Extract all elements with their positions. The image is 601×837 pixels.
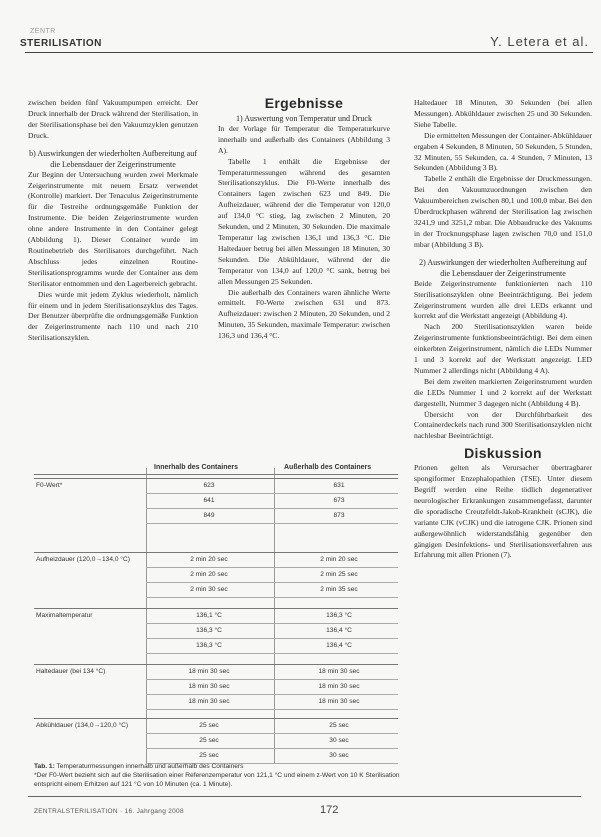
section-title-ergebnisse: Ergebnisse xyxy=(264,95,344,111)
table-cell-inside: 623 xyxy=(203,482,215,489)
table-cell-inside: 18 min 30 sec xyxy=(188,668,230,675)
table-row-rule xyxy=(146,653,398,654)
table-cell-outside: 873 xyxy=(333,512,345,519)
col1-paragraph-2: Zur Beginn der Untersuchung wurden zwei Merkmale Zeigerinstrumente mit neuem Ersatz verwendet (Kontrolle) markiert. Der Tenaculus Zeigerinstrumente für die Testreihe ordnungsgemäße Funktion der Instrumente. Die beiden Zeigerinstrumente wurden ohne andere Instrumente in den Container gelegt (Abbildung 1). Dieser Container wurde im Routinebetrieb des Sterilisators durchgeführt. Nach Abschluss jedes einzelnen Routine-Sterilisationsprogramms wurde der Container aus dem Sterilisator entnommen und den Lagerbereich gebracht. xyxy=(28,169,198,288)
table-cell-inside: 136,3 °C xyxy=(196,642,222,649)
table-cell-inside: 2 min 20 sec xyxy=(190,556,228,563)
table-row-rule xyxy=(146,582,398,583)
table-cell-outside: 631 xyxy=(333,482,345,489)
table-header-outside: Außerhalb des Containers xyxy=(284,464,372,471)
table-cell-inside: 641 xyxy=(203,497,215,504)
table-row-label: F0-Wert* xyxy=(36,482,63,489)
table-cell-inside: 25 sec xyxy=(199,752,219,759)
col2-paragraph-2: Tabelle 1 enthält die Ergebnisse der Temperaturmessungen während des gesamten Sterilisationszyklus. Die F0-Werte innerhalb des Containers lagen zwischen 623 und 849. Die Aufheizdauer, während der die Temperatur von 120,0 auf 134,0 °C stieg, lag zwischen 2 Minuten, 20 Sekunden, und 2 Minuten, 30 Sekunden. Die maximale Temperatur lag zwischen 136,1 und 136,3 °C. Die Haltedauer betrug bei allen Messungen 18 Minuten, 30 Sekunden. Die Abkühldauer, während der die Temperatur von 134,0 auf 120,0 °C sank, betrug bei allen Messungen 25 Sekunden. xyxy=(218,156,390,286)
table-group-rule xyxy=(34,552,398,553)
table-row-rule xyxy=(146,523,398,524)
table-row-rule xyxy=(146,508,398,509)
table-cell-outside: 136,3 °C xyxy=(326,612,352,619)
col3-paragraph-3: Tabelle 2 enthält die Ergebnisse der Druckmessungen. Bei den Vakuumzuordnungen zwischen den Vakuumbereichen zwischen 80,1 und 100,0 mbar. Bei den Überdruckphasen während der Sterilisation lag zwischen 3241,9 und 3251,2 mbar. Die Abbaudrucke des Vakuums in der Trocknungsphase lagen zwischen 70,0 und 151,0 mbar (Abbildung 3 B). xyxy=(414,174,592,249)
table-group-rule xyxy=(34,718,398,719)
col3-paragraph-1: Haltedauer 18 Minuten, 30 Sekunden (bei allen Messungen). Abkühldauer zwischen 25 und 30 Sekunden. Siehe Tabelle. xyxy=(414,98,592,129)
col2-paragraph-3: Die außerhalb des Containers waren ähnliche Werte ermittelt. F0-Werte zwischen 631 und 873. Aufheizdauer: zwischen 2 Minuten, 20 Sekunden, und 2 Minuten, 35 Sekunden, maximale Temperatur: zwischen 136,3 und 136,4 °C. xyxy=(218,287,390,341)
table-row-rule xyxy=(146,748,398,749)
table-header-inside: Innerhalb des Containers xyxy=(154,464,239,471)
table-cell-inside: 2 min 20 sec xyxy=(190,571,228,578)
table-row-rule xyxy=(146,493,398,494)
col2-subtitle: 1) Auswertung von Temperatur und Druck xyxy=(236,113,372,123)
column-1 xyxy=(28,98,198,344)
footer-rule xyxy=(28,796,581,797)
table-cell-outside: 673 xyxy=(333,497,345,504)
caption-note: *Der F0-Wert bezieht sich auf die Sterilisation einer Referenzemperatur von 121,1 °C und einem z-Wert von 10 K Sterilisation entspricht einem Erhitzen auf 121 °C von 10 Minuten (ca. 1 Minute). xyxy=(34,772,400,788)
table-row-label: Maximaltemperatur xyxy=(36,612,93,619)
col1-paragraph-3: Dies wurde mit jedem Zyklus wiederholt, nämlich für einem und in jedem Sterilisationszyklus des Tages. Der Benutzer überprüfte die ordnungsgemäße Funktion der Zeigerinstrumente nach 110 und nach 210 Sterilisationszyklen. xyxy=(28,289,198,343)
logo-text: STERILISATION xyxy=(20,38,102,49)
table-cell-outside: 30 sec xyxy=(329,737,349,744)
caption-title: Temperaturmessungen innerhalb und außerhalb des Containers xyxy=(56,763,244,770)
table-cell-outside: 18 min 30 sec xyxy=(318,698,360,705)
table-column-divider xyxy=(274,468,275,764)
table-cell-inside: 25 sec xyxy=(199,722,219,729)
caption-label: Tab. 1: xyxy=(34,763,55,770)
table-row-label: Haltedauer (bei 134 °C) xyxy=(36,668,106,675)
table-cell-outside: 30 sec xyxy=(329,752,349,759)
table-cell-outside: 136,4 °C xyxy=(326,627,352,634)
col3-paragraph-2: Die ermittelten Messungen der Container-Abkühldauer ergaben 4 Sekunden, 8 Minuten, 50 Sekunden, 5 Stunden, 32 Minuten, 55 Sekunden, ca. 4 Stunden, 7 Minuten, 13 Sekunden (Abbildung 3 B). xyxy=(414,130,592,173)
table-group-rule xyxy=(34,608,398,609)
table-cell-outside: 18 min 30 sec xyxy=(318,683,360,690)
column-2 xyxy=(218,95,390,342)
table-caption xyxy=(34,762,404,789)
table-group-rule xyxy=(34,664,398,665)
table-rule xyxy=(34,474,398,475)
table-cell-outside: 18 min 30 sec xyxy=(318,668,360,675)
col3-paragraph-7: Übersicht von der Durchführbarkeit des Containerdeckels nach rund 300 Sterilisationszyklen nicht nachlesbar Beeinträchtigt. xyxy=(414,409,592,441)
table-cell-inside: 18 min 30 sec xyxy=(188,683,230,690)
col1-subtitle: b) Auswirkungen der wiederholten Aufbereitung auf die Lebensdauer der Zeigerinstrumente xyxy=(29,148,197,169)
table-row-rule xyxy=(146,597,398,598)
table-cell-inside: 849 xyxy=(203,512,215,519)
section-title-diskussion: Diskussion xyxy=(464,445,542,462)
table-cell-outside: 2 min 25 sec xyxy=(320,571,358,578)
table-cell-inside: 136,3 °C xyxy=(196,627,222,634)
table-cell-outside: 2 min 20 sec xyxy=(320,556,358,563)
col1-paragraph-1: zwischen beiden fünf Vakuumpumpen erreicht. Der Druck innerhalb der Druck während der Sterilisation, in der Sterilisationsphase bei den Vakuumzyklen genutzen Druck. xyxy=(28,98,198,140)
page-number: 172 xyxy=(320,804,339,816)
table-cell-inside: 18 min 30 sec xyxy=(188,698,230,705)
table-row-rule xyxy=(146,623,398,624)
table-cell-inside: 25 sec xyxy=(199,737,219,744)
col3-paragraph-8: Prionen gelten als Verursacher übertragbarer spongiformer Enzephalopathien (TSE). Unter diesem Begriff werden eine Reihe tödlich degenerativer neurologischer Erkrankungen zusammengefasst, darunter die sporadische Creutzfeldt-Jakob-Krankheit (sCJK), die variante CJK (vCJK) und die iatrogene CJK. Prionen sind außergewöhnlich widerstandsfähig gegenüber den gängigen Desinfektions- und Sterilisationsverfahren aus Erfahrung mit allen Prionen (7). xyxy=(414,463,592,560)
table-row-rule xyxy=(146,638,398,639)
table-cell-outside: 136,4 °C xyxy=(326,642,352,649)
column-3 xyxy=(414,98,592,561)
table-cell-outside: 2 min 35 sec xyxy=(320,586,358,593)
table-cell-inside: 136,1 °C xyxy=(196,612,222,619)
table-cell-outside: 25 sec xyxy=(329,722,349,729)
col3-paragraph-4: Beide Zeigerinstrumente funktionierten nach 110 Sterilisationszyklen ohne Beeinträchtigung. Bei jedem Zeigerinstrument wurden alle drei LEDs erkannt und korrekt auf die Werkstatt angezeigt (Abbildung 4). xyxy=(414,278,592,321)
table-row-rule xyxy=(146,694,398,695)
header-rule xyxy=(25,52,593,53)
logo-superscript: ZENTR xyxy=(30,28,56,35)
journal-logo xyxy=(20,28,102,49)
table-cell-inside: 2 min 30 sec xyxy=(190,586,228,593)
header-author: Y. Letera et al. xyxy=(490,34,589,49)
table-group-rule xyxy=(34,478,398,479)
col3-paragraph-5: Nach 200 Sterilisationszyklen waren beide Zeigerinstrumente funktionsbeeinträchtigt. Bei dem einen einkerbten Zeigerinstrument, nämlich die LEDs Nummer 1 und 3 korrekt auf der Werkstatt angezeigt. LED Nummer 2 allerdings nicht (Abbildung 4 A). xyxy=(414,322,592,375)
table-row-rule xyxy=(146,567,398,568)
table-row-rule xyxy=(146,733,398,734)
table-row-label: Abkühldauer (134,0→120,0 °C) xyxy=(36,722,129,729)
table-row-rule xyxy=(146,679,398,680)
col2-paragraph-1: In der Vorlage für Temperatur die Temperaturkurve innerhalb und außerhalb des Containers (Abbildung 3 A). xyxy=(218,123,390,155)
footer-journal: ZENTRALSTERILISATION · 16. Jahrgang 2008 xyxy=(34,808,184,815)
table-column-divider xyxy=(146,468,147,764)
col3-subtitle: 2) Auswirkungen der wiederholten Aufbereitung auf die Lebensdauer der Zeigerinstrumente xyxy=(419,257,587,278)
table-row-label: Aufheizdauer (120,0→134,0 °C) xyxy=(36,556,130,563)
results-table xyxy=(34,464,398,764)
col3-paragraph-6: Bei dem zweiten markierten Zeigerinstrument wurden die LEDs Nummer 1 und 2 korrekt auf der Werkstatt dargestellt, Nummer 3 dagegen nicht (Abbildung 4 B). xyxy=(414,376,592,408)
table-row-rule xyxy=(146,709,398,710)
